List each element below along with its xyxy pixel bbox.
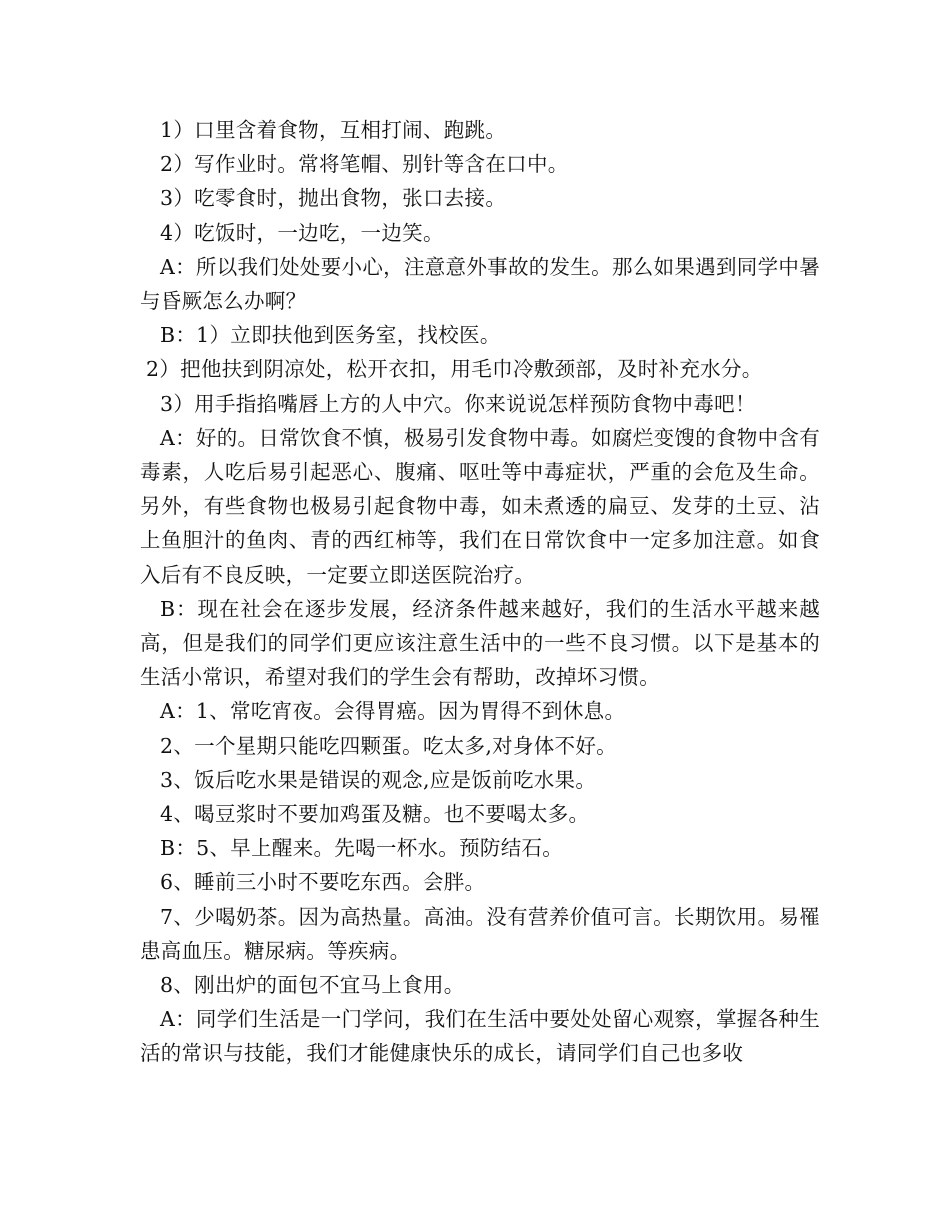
paragraph-1: 1）口里含着食物，互相打闹、跑跳。 — [160, 118, 507, 142]
paragraph-13: 3、饭后吃水果是错误的观念,应是饭前吃水果。 — [160, 767, 597, 792]
paragraph-3: 3）吃零食时，抛出食物，张口去接。 — [160, 186, 507, 211]
paragraph-9: A：好的。日常饮食不慎，极易引发食物中毒。如腐烂变馊的食物中含有毒素，人吃后易引起恶心、腹痛、呕吐等中毒症状，严重的会危及生命。另外，有些食物也极易引起食物中毒，如未煮透的扁豆、发芽的土豆、沾上鱼胆汁的鱼肉、青的西红柿等，我们在日常饮食中一定多加注意。如食入后有不良反映，一定要立即送医院治疗。 — [140, 425, 820, 587]
paragraph-14: 4、喝豆浆时不要加鸡蛋及糖。也不要喝太多。 — [160, 802, 590, 827]
paragraph-10: B：现在社会在逐步发展，经济条件越来越好，我们的生活水平越来越高，但是我们的同学们更应该注意生活中的一些不良习惯。以下是基本的生活小常识，希望对我们的学生会有帮助，改掉坏习惯。 — [140, 596, 820, 690]
paragraph-17: 7、少喝奶茶。因为高热量。高油。没有营养价值可言。长期饮用。易罹患高血压。糖尿病。等疾病。 — [140, 904, 820, 963]
paragraph-7: 2）把他扶到阴凉处，松开衣扣，用毛巾冷敷颈部，及时补充水分。 — [146, 357, 763, 382]
paragraph-12: 2、一个星期只能吃四颗蛋。吃太多,对身体不好。 — [160, 733, 617, 758]
paragraph-5: A：所以我们处处要小心，注意意外事故的发生。那么如果遇到同学中暑与昏厥怎么办啊？ — [140, 254, 820, 314]
paragraph-16: 6、睡前三小时不要吃东西。会胖。 — [160, 870, 486, 895]
paragraph-6: B：1）立即扶他到医务室，找校医。 — [160, 323, 501, 348]
paragraph-15: B：5、早上醒来。先喝一杯水。预防结石。 — [160, 836, 564, 861]
paragraph-2: 2）写作业时。常将笔帽、别针等含在口中。 — [160, 152, 569, 177]
paragraph-4: 4）吃饭时，一边吃，一边笑。 — [160, 220, 444, 245]
document-body — [140, 113, 820, 1071]
paragraph-11: A：1、常吃宵夜。会得胃癌。因为胃得不到休息。 — [160, 699, 626, 724]
paragraph-18: 8、刚出炉的面包不宜马上食用。 — [160, 973, 465, 998]
paragraph-19: A：同学们生活是一门学问，我们在生活中要处处留心观察，掌握各种生活的常识与技能，我们才能健康快乐的成长，请同学们自己也多收 — [140, 1007, 820, 1066]
paragraph-8: 3）用手指掐嘴唇上方的人中穴。你来说说怎样预防食物中毒吧！ — [160, 391, 756, 416]
